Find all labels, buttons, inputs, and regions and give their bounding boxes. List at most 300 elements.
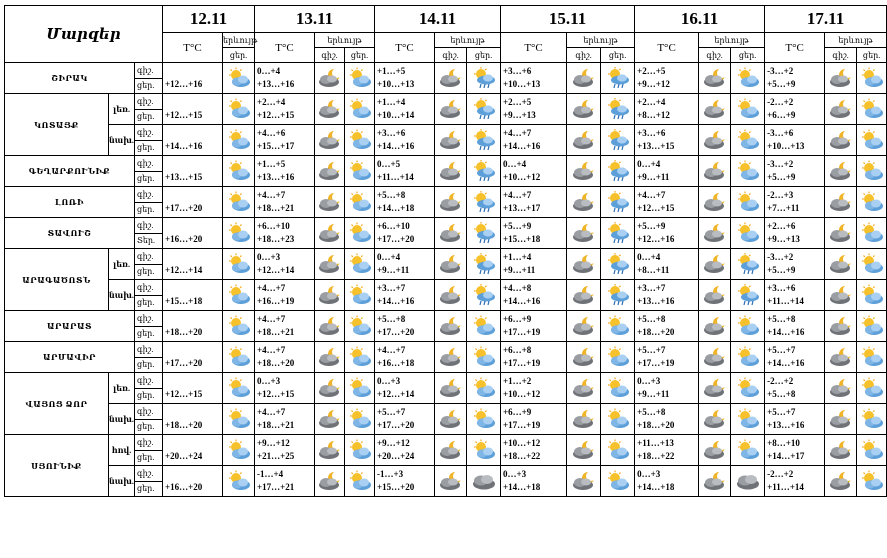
- day-temp: +12…+14: [165, 265, 203, 275]
- temperature-cell: [163, 280, 223, 311]
- night-temp: +5…+7: [637, 345, 666, 355]
- temperature-cell: [255, 63, 315, 94]
- night-temp: 0…+4: [637, 252, 661, 262]
- sun-cloud-icon: [859, 193, 885, 210]
- period-label-day: ցեր.: [135, 419, 163, 435]
- day-temp: +8…+12: [637, 110, 670, 120]
- temperature-cell: [765, 311, 825, 342]
- night-temp: +3…+6: [767, 283, 796, 293]
- temperature-cell: [501, 311, 567, 342]
- cloud-moon-icon: [317, 348, 343, 365]
- region-name: ՇԻՐԱԿ: [5, 63, 135, 94]
- weather-icon-cell: [601, 466, 635, 497]
- cloud-moon-icon: [571, 255, 597, 272]
- sun-rain-icon: [471, 286, 497, 303]
- night-temp: +1…+2: [503, 376, 532, 386]
- weather-icon-cell: [315, 218, 345, 249]
- sun-cloud-icon: [735, 441, 761, 458]
- sun-cloud-icon: [735, 162, 761, 179]
- night-temp: 0…+3: [637, 376, 661, 386]
- weather-icon-cell: [315, 156, 345, 187]
- weather-icon-cell: [857, 373, 887, 404]
- day-temp: +18…+23: [257, 234, 295, 244]
- temperature-cell: [501, 94, 567, 125]
- cloud-moon-icon: [438, 317, 464, 334]
- night-temp: +5…+7: [767, 345, 796, 355]
- weather-icon-cell: [857, 311, 887, 342]
- date-header: 16.11: [635, 6, 765, 33]
- date-header: 13.11: [255, 6, 375, 33]
- weather-icon-cell: [857, 63, 887, 94]
- night-temp: +6…+9: [503, 407, 532, 417]
- weather-icon-cell: [467, 311, 501, 342]
- day-temp: +16…+19: [257, 296, 295, 306]
- day-temp: +16…+20: [165, 234, 203, 244]
- weather-icon-cell: [435, 311, 467, 342]
- night-temp: -2…+2: [767, 376, 794, 386]
- region-name: ԱՐԱՐԱՏ: [5, 311, 135, 342]
- night-temp: -2…+3: [767, 190, 794, 200]
- sun-cloud-icon: [226, 286, 252, 303]
- weather-icon-cell: [345, 218, 375, 249]
- sun-rain-icon: [605, 286, 631, 303]
- day-temp: +15…+18: [165, 296, 203, 306]
- day-temp: +9…+11: [637, 389, 670, 399]
- weather-icon-cell: [699, 94, 731, 125]
- day-subheader: ցեր.: [467, 48, 501, 63]
- night-temp: +6…+9: [503, 314, 532, 324]
- cloud-moon-icon: [571, 100, 597, 117]
- night-temp: +4…+7: [257, 345, 286, 355]
- night-temp: +6…+10: [257, 221, 290, 231]
- night-temp: +4…+7: [257, 407, 286, 417]
- cloud-moon-icon: [828, 69, 854, 86]
- day-temp: +18…+21: [257, 420, 295, 430]
- sun-cloud-icon: [347, 69, 373, 86]
- weather-icon-cell: [435, 404, 467, 435]
- night-temp: [165, 375, 222, 388]
- temperature-cell: [501, 280, 567, 311]
- temperature-cell: [635, 466, 699, 497]
- day-temp: +14…+16: [165, 141, 203, 151]
- cloud-moon-icon: [828, 286, 854, 303]
- temperature-cell: [375, 311, 435, 342]
- night-temp: 0…+4: [503, 159, 527, 169]
- sun-cloud-icon: [471, 379, 497, 396]
- temperature-cell: [163, 404, 223, 435]
- cloud-moon-icon: [702, 441, 728, 458]
- day-temp: +14…+16: [503, 296, 541, 306]
- cloud-moon-icon: [828, 379, 854, 396]
- cloud-moon-icon: [828, 410, 854, 427]
- weather-icon-cell: [567, 94, 601, 125]
- night-temp: 0…+4: [377, 252, 401, 262]
- cloud-moon-icon: [317, 317, 343, 334]
- weather-icon-cell: [345, 373, 375, 404]
- night-temp: [165, 437, 222, 450]
- region-name: ՎԱՅՈՑ ՁՈՐ: [5, 373, 109, 435]
- temp-header: T°C: [765, 33, 825, 63]
- cloud-moon-icon: [317, 100, 343, 117]
- cloud-moon-icon: [828, 224, 854, 241]
- sun-cloud-icon: [226, 100, 252, 117]
- table-row: [5, 94, 887, 110]
- sub-region-label: լեռ.: [109, 373, 135, 404]
- weather-icon-cell: [825, 311, 857, 342]
- day-temp: +13…+15: [637, 141, 675, 151]
- weather-icon-cell: [345, 63, 375, 94]
- night-temp: +4…+6: [257, 128, 286, 138]
- sun-cloud-icon: [605, 441, 631, 458]
- night-temp: -3…+6: [767, 128, 794, 138]
- day-temp: +5…+8: [767, 389, 796, 399]
- night-temp: +1…+4: [503, 252, 532, 262]
- cloud-moon-icon: [438, 69, 464, 86]
- weather-icon-cell: [467, 63, 501, 94]
- temperature-cell: [501, 373, 567, 404]
- temp-header: T°C: [163, 33, 223, 63]
- night-temp: [165, 468, 222, 481]
- temperature-cell: [375, 187, 435, 218]
- day-temp: +10…+13: [767, 141, 805, 151]
- temp-header: T°C: [255, 33, 315, 63]
- sun-cloud-icon: [859, 100, 885, 117]
- weather-icon-cell: [345, 187, 375, 218]
- day-temp: +13…+16: [637, 296, 675, 306]
- day-temp: +10…+12: [503, 172, 541, 182]
- sun-rain-icon: [605, 69, 631, 86]
- weather-icon-cell: [731, 311, 765, 342]
- temperature-cell: [635, 342, 699, 373]
- cloud-moon-icon: [571, 69, 597, 86]
- temp-header: T°C: [501, 33, 567, 63]
- temperature-cell: [375, 435, 435, 466]
- cloud-moon-icon: [317, 255, 343, 272]
- weather-icon-cell: [315, 280, 345, 311]
- day-temp: +9…+11: [377, 265, 410, 275]
- temperature-cell: [163, 311, 223, 342]
- cloud-moon-icon: [438, 410, 464, 427]
- day-temp: +17…+20: [377, 234, 415, 244]
- weather-icon-cell: [467, 156, 501, 187]
- weather-icon-cell: [345, 342, 375, 373]
- regions-header: Մարզեր: [5, 6, 163, 63]
- phenomena-header: երևույթ: [567, 33, 635, 48]
- day-temp: +17…+19: [503, 420, 541, 430]
- weather-icon-cell: [223, 94, 255, 125]
- period-label-night: գիշ.: [135, 156, 163, 172]
- temperature-cell: [375, 249, 435, 280]
- night-temp: [165, 220, 222, 233]
- period-label-day: ցեր.: [135, 202, 163, 218]
- sun-rain-icon: [735, 255, 761, 272]
- weather-icon-cell: [315, 435, 345, 466]
- day-temp: +18…+20: [637, 327, 675, 337]
- sun-cloud-icon: [735, 193, 761, 210]
- cloud-moon-icon: [702, 131, 728, 148]
- weather-icon-cell: [223, 125, 255, 156]
- period-label-day: ցեր.: [135, 388, 163, 404]
- day-temp: +9…+13: [767, 234, 800, 244]
- day-temp: +17…+20: [165, 358, 203, 368]
- day-temp: +17…+19: [503, 358, 541, 368]
- sun-cloud-icon: [347, 348, 373, 365]
- sun-cloud-icon: [735, 131, 761, 148]
- temperature-cell: [255, 280, 315, 311]
- night-temp: +4…+7: [503, 190, 532, 200]
- day-temp: +17…+20: [377, 420, 415, 430]
- weather-icon-cell: [435, 466, 467, 497]
- temperature-cell: [635, 311, 699, 342]
- day-temp: +7…+11: [767, 203, 800, 213]
- temperature-cell: [163, 218, 223, 249]
- cloud-moon-icon: [828, 100, 854, 117]
- day-temp: +13…+16: [767, 420, 805, 430]
- weather-icon-cell: [315, 342, 345, 373]
- cloud-moon-icon: [317, 472, 343, 489]
- table-row: [5, 218, 887, 234]
- table-row: [5, 404, 887, 420]
- temperature-cell: [375, 94, 435, 125]
- sun-cloud-icon: [226, 131, 252, 148]
- weather-icon-cell: [601, 63, 635, 94]
- night-subheader: գիշ.: [567, 48, 601, 63]
- night-temp: [165, 65, 222, 78]
- cloud-moon-icon: [828, 162, 854, 179]
- weather-icon-cell: [435, 435, 467, 466]
- sub-region-label: լեռ.: [109, 94, 135, 125]
- temperature-cell: [635, 63, 699, 94]
- cloud-moon-icon: [828, 317, 854, 334]
- day-temp: +9…+13: [503, 110, 536, 120]
- weather-icon-cell: [567, 311, 601, 342]
- sun-cloud-icon: [471, 317, 497, 334]
- night-temp: +8…+10: [767, 438, 800, 448]
- temperature-cell: [501, 404, 567, 435]
- temperature-cell: [163, 156, 223, 187]
- temperature-cell: [501, 156, 567, 187]
- weather-icon-cell: [223, 342, 255, 373]
- temperature-cell: [255, 187, 315, 218]
- night-temp: +2…+5: [637, 66, 666, 76]
- temperature-cell: [765, 94, 825, 125]
- night-temp: +5…+8: [377, 314, 406, 324]
- temperature-cell: [255, 218, 315, 249]
- period-label-day: ցեր.: [135, 295, 163, 311]
- day-temp: +16…+20: [165, 482, 203, 492]
- temperature-cell: [375, 63, 435, 94]
- sun-cloud-icon: [347, 441, 373, 458]
- day-temp: +11…+14: [377, 172, 414, 182]
- night-temp: [165, 282, 222, 295]
- night-temp: 0…+3: [257, 376, 281, 386]
- night-temp: +5…+8: [377, 190, 406, 200]
- weather-icon-cell: [857, 187, 887, 218]
- weather-icon-cell: [601, 404, 635, 435]
- day-temp: +17…+20: [377, 327, 415, 337]
- weather-icon-cell: [467, 218, 501, 249]
- night-temp: +9…+12: [257, 438, 290, 448]
- weather-icon-cell: [857, 342, 887, 373]
- sun-cloud-icon: [859, 410, 885, 427]
- period-label-night: գիշ.: [135, 280, 163, 296]
- night-temp: +5…+8: [767, 314, 796, 324]
- weather-icon-cell: [567, 466, 601, 497]
- sun-cloud-icon: [735, 379, 761, 396]
- temperature-cell: [501, 435, 567, 466]
- day-temp: +14…+18: [637, 482, 675, 492]
- phenomena-header: երևույթ: [699, 33, 765, 48]
- night-temp: [165, 127, 222, 140]
- weather-icon-cell: [731, 280, 765, 311]
- night-temp: [165, 96, 222, 109]
- day-temp: +5…+9: [767, 265, 796, 275]
- sun-rain-icon: [471, 224, 497, 241]
- weather-icon-cell: [699, 311, 731, 342]
- sun-cloud-icon: [226, 193, 252, 210]
- weather-icon-cell: [315, 63, 345, 94]
- night-temp: +6…+8: [503, 345, 532, 355]
- sun-cloud-icon: [735, 100, 761, 117]
- weather-icon-cell: [567, 280, 601, 311]
- night-temp: +11…+13: [637, 438, 674, 448]
- temperature-cell: [635, 156, 699, 187]
- temperature-cell: [375, 373, 435, 404]
- weather-icon-cell: [345, 466, 375, 497]
- date-header: 17.11: [765, 6, 887, 33]
- period-label-day: ցեր.: [135, 481, 163, 497]
- period-label-night: գիշ.: [135, 249, 163, 265]
- temperature-cell: [635, 125, 699, 156]
- sun-cloud-icon: [226, 410, 252, 427]
- temperature-cell: [375, 280, 435, 311]
- sun-cloud-icon: [735, 69, 761, 86]
- night-temp: +2…+4: [637, 97, 666, 107]
- table-row: [5, 466, 887, 482]
- day-temp: +5…+9: [767, 79, 796, 89]
- period-label-day: ցեր.: [135, 450, 163, 466]
- weather-icon-cell: [223, 156, 255, 187]
- period-label-day: ցեր.: [135, 78, 163, 94]
- sun-cloud-icon: [605, 410, 631, 427]
- weather-icon-cell: [857, 280, 887, 311]
- sun-cloud-icon: [347, 131, 373, 148]
- day-temp: +6…+9: [767, 110, 796, 120]
- cloud-moon-icon: [438, 348, 464, 365]
- weather-icon-cell: [567, 373, 601, 404]
- overcast-icon: [735, 472, 761, 489]
- sun-cloud-icon: [859, 162, 885, 179]
- day-temp: +14…+17: [767, 451, 805, 461]
- cloud-moon-icon: [438, 379, 464, 396]
- sun-cloud-icon: [859, 69, 885, 86]
- night-temp: +1…+5: [257, 159, 286, 169]
- day-temp: +15…+18: [503, 234, 541, 244]
- sun-cloud-icon: [347, 162, 373, 179]
- period-label-night: գիշ.: [135, 187, 163, 203]
- sun-cloud-icon: [347, 224, 373, 241]
- weather-icon-cell: [223, 63, 255, 94]
- sun-cloud-icon: [859, 317, 885, 334]
- cloud-moon-icon: [438, 162, 464, 179]
- weather-icon-cell: [601, 342, 635, 373]
- weather-icon-cell: [567, 63, 601, 94]
- night-temp: +3…+7: [377, 283, 406, 293]
- temperature-cell: [765, 125, 825, 156]
- cloud-moon-icon: [317, 379, 343, 396]
- region-name: ՏԱՎՈՒՇ: [5, 218, 135, 249]
- cloud-moon-icon: [571, 162, 597, 179]
- cloud-moon-icon: [702, 69, 728, 86]
- sun-cloud-icon: [859, 348, 885, 365]
- weather-icon-cell: [699, 466, 731, 497]
- temperature-cell: [375, 218, 435, 249]
- weather-icon-cell: [825, 63, 857, 94]
- temperature-cell: [255, 373, 315, 404]
- temperature-cell: [765, 218, 825, 249]
- weather-icon-cell: [467, 435, 501, 466]
- temperature-cell: [765, 249, 825, 280]
- period-label-day: ցեր.: [135, 264, 163, 280]
- weather-icon-cell: [467, 342, 501, 373]
- night-temp: +10…+12: [503, 438, 541, 448]
- weather-icon-cell: [435, 342, 467, 373]
- weather-icon-cell: [315, 466, 345, 497]
- sun-rain-icon: [605, 162, 631, 179]
- period-label-day: Տեր.: [135, 233, 163, 249]
- weather-icon-cell: [467, 404, 501, 435]
- cloud-moon-icon: [438, 193, 464, 210]
- day-temp: +8…+11: [637, 265, 670, 275]
- date-header: 12.11: [163, 6, 255, 33]
- weather-icon-cell: [567, 249, 601, 280]
- day-temp: +10…+13: [377, 79, 415, 89]
- temperature-cell: [635, 249, 699, 280]
- weather-icon-cell: [567, 435, 601, 466]
- temperature-cell: [255, 94, 315, 125]
- weather-icon-cell: [825, 218, 857, 249]
- day-temp: +18…+20: [257, 358, 295, 368]
- sun-cloud-icon: [735, 224, 761, 241]
- sun-cloud-icon: [735, 410, 761, 427]
- sun-cloud-icon: [735, 317, 761, 334]
- night-temp: 0…+3: [503, 469, 527, 479]
- table-row: [5, 125, 887, 141]
- weather-icon-cell: [435, 373, 467, 404]
- weather-icon-cell: [731, 404, 765, 435]
- weather-icon-cell: [699, 404, 731, 435]
- weather-icon-cell: [825, 156, 857, 187]
- temperature-cell: [765, 187, 825, 218]
- cloud-moon-icon: [317, 131, 343, 148]
- weather-icon-cell: [467, 187, 501, 218]
- temperature-cell: [501, 249, 567, 280]
- period-label-night: գիշ.: [135, 218, 163, 234]
- temp-header: T°C: [635, 33, 699, 63]
- weather-icon-cell: [223, 187, 255, 218]
- cloud-moon-icon: [571, 286, 597, 303]
- weather-icon-cell: [223, 435, 255, 466]
- sun-rain-icon: [605, 224, 631, 241]
- temperature-cell: [765, 435, 825, 466]
- weather-icon-cell: [467, 373, 501, 404]
- region-name: ԼՈՌԻ: [5, 187, 135, 218]
- weather-icon-cell: [601, 280, 635, 311]
- weather-icon-cell: [435, 125, 467, 156]
- weather-icon-cell: [857, 435, 887, 466]
- cloud-moon-icon: [317, 410, 343, 427]
- weather-icon-cell: [223, 311, 255, 342]
